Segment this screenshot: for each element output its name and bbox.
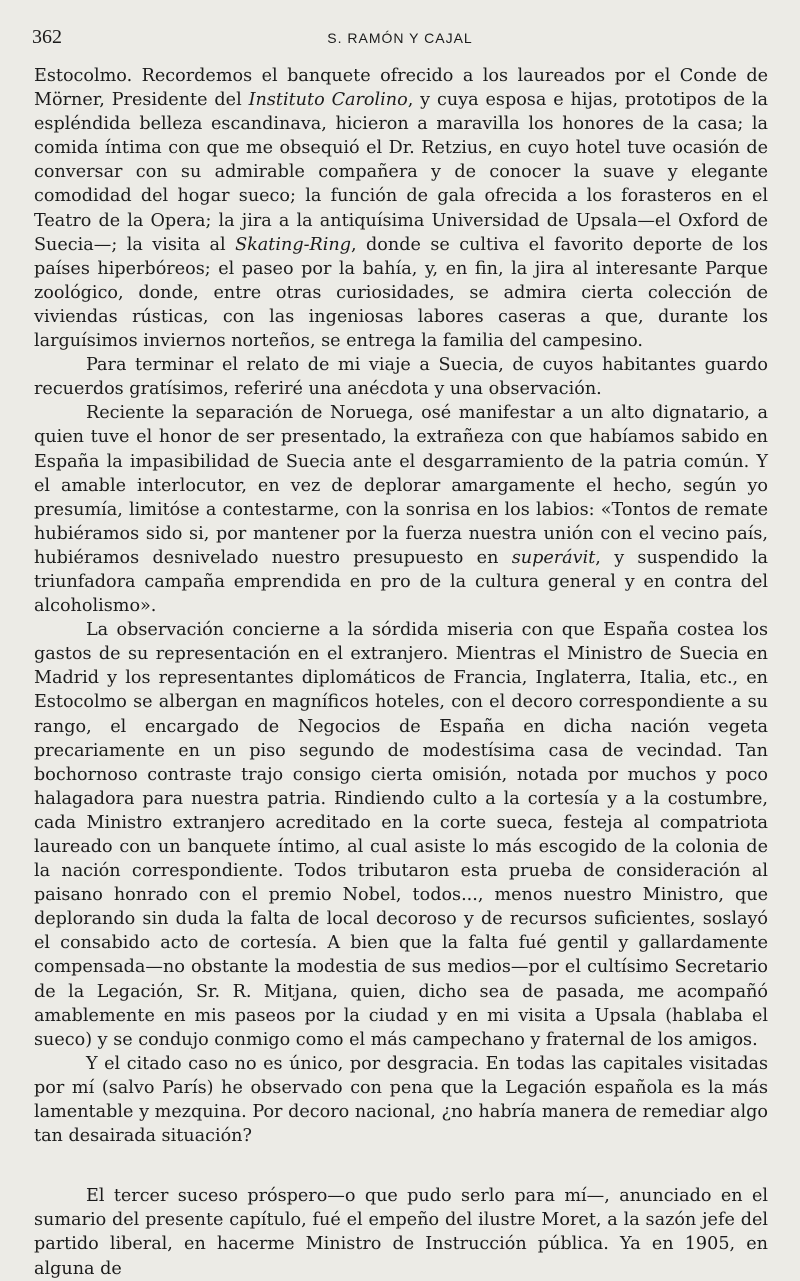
italic-term: superávit xyxy=(511,547,596,568)
text-run: El tercer suceso próspero—o que pudo serlo para mí—, anunciado en el sumario del presente capítulo, fué el empeño del ilustre Moret, a la sazón jefe del partido liberal, en hacerme Ministro de Instrucción pública. Ya en 1905, en alguna de xyxy=(34,1186,768,1279)
section-break xyxy=(34,1148,768,1184)
paragraph xyxy=(34,1052,768,1148)
text-run: Y el citado caso no es único, por desgracia. En todas las capitales visitadas por mí (salvo París) he observado con pena que la Legación española es la más lamentable y mezquina. Por decoro nacional, ¿no habría manera de remediar algo tan desairada situación? xyxy=(34,1053,768,1147)
text-run: Estocolmo. Recordemos el banquete ofrecido a los laureados por el Conde de Mörner, Presidente del xyxy=(34,66,768,111)
paragraph xyxy=(34,353,768,401)
page-body xyxy=(34,64,768,1281)
paragraph xyxy=(34,401,768,618)
text-run: La observación concierne a la sórdida miseria con que España costea los gastos de su representación en el extranjero. Mientras el Ministro de Suecia en Madrid y los representantes diplomáticos de Francia, Inglaterra, Italia, etc., en Estocolmo se albergan en magníficos hoteles, con el decoro correspondiente a su rango, el encargado de Negocios de España en dicha nación vegeta precariamente en un piso segundo de modestísima casa de vecindad. Tan bochornoso contraste trajo consigo cierta omisión, notada por muchos y poco halagadora para nuestra patria. Rindiendo culto a la cortesía y a la costumbre, cada Ministro extranjero acreditado en la corte sueca, festeja al compatriota laureado con un banquete íntimo, al cual asiste lo más escogido de la colonia de la nación correspondiente. Todos tributaron esta prueba de consideración al paisano honrado con el premio Nobel, todos..., menos nuestro Ministro, que deplorando sin duda la falta de local decoroso y de recursos suficientes, soslayó el consabido acto de cortesía. A bien que la falta fué gentil y gallardamente compensada—no obstante la modestia de sus medios—por el cultísimo Secretario de la Legación, Sr. R. Mitjana, quien, dicho sea de pasada, me acompañó amablemente en mis paseos por la ciudad y en mi visita a Upsala (hablaba el sueco) y se condujo conmigo como el más campechano y fraternal de los amigos. xyxy=(34,620,768,1050)
running-head: S. RAMÓN Y CAJAL xyxy=(327,30,473,46)
text-run: Reciente la separación de Noruega, osé manifestar a un alto dignatario, a quien tuve el honor de ser presentado, la extrañeza con que habíamos sabido en España la impasibilidad de Suecia ante el desgarramiento de la patria común. Y el amable interlocutor, en vez de deplorar amargamente el hecho, según yo presumía, limitóse a contestarme, con la sonrisa en los labios: «Tontos de remate hubiéramos sido si, por mantener por la fuerza nuestra unión con el vecino país, hubiéramos desnivelado nuestro presupuesto en xyxy=(34,403,768,568)
paragraph xyxy=(34,1184,768,1280)
paragraph xyxy=(34,618,768,1052)
paragraph xyxy=(34,64,768,353)
paragraph-list xyxy=(34,64,768,1148)
page-header xyxy=(32,24,768,54)
text-run: , donde se cultiva el favorito deporte de los países hiperbóreos; el paseo por la bahía, y, en fin, la jira al interesante Parque zoológico, donde, entre otras curiosidades, se admira cierta colección de viviendas rústicas, con las ingeniosas labores caseras a que, durante los larguísimos inviernos norteños, se entrega la familia del campesino. xyxy=(34,234,769,352)
page-number: 362 xyxy=(32,26,62,48)
next-section xyxy=(34,1184,768,1280)
italic-term: Instituto Carolino xyxy=(248,90,408,111)
text-run: , y cuya esposa e hijas, prototipos de la espléndida belleza escandinava, hicieron a maravilla los honores de la casa; la comida íntima con que me obsequió el Dr. Retzius, en cuyo hotel tuve ocasión de conversar con su admirable compañera y de conocer la suave y elegante comodidad del hogar sueco; la función de gala ofrecida a los forasteros en el Teatro de la Opera; la jira a la antiquísima Universidad de Upsala—el Oxford de Suecia—; la visita al xyxy=(34,90,769,255)
text-run: Para terminar el relato de mi viaje a Suecia, de cuyos habitantes guardo recuerdos gratísimos, referiré una anécdota y una observación. xyxy=(34,355,768,400)
italic-term: Skating-Ring xyxy=(235,234,351,255)
text-run: , y suspendido la triunfadora campaña emprendida en pro de la cultura general y en contra del alcoholismo». xyxy=(34,547,768,617)
